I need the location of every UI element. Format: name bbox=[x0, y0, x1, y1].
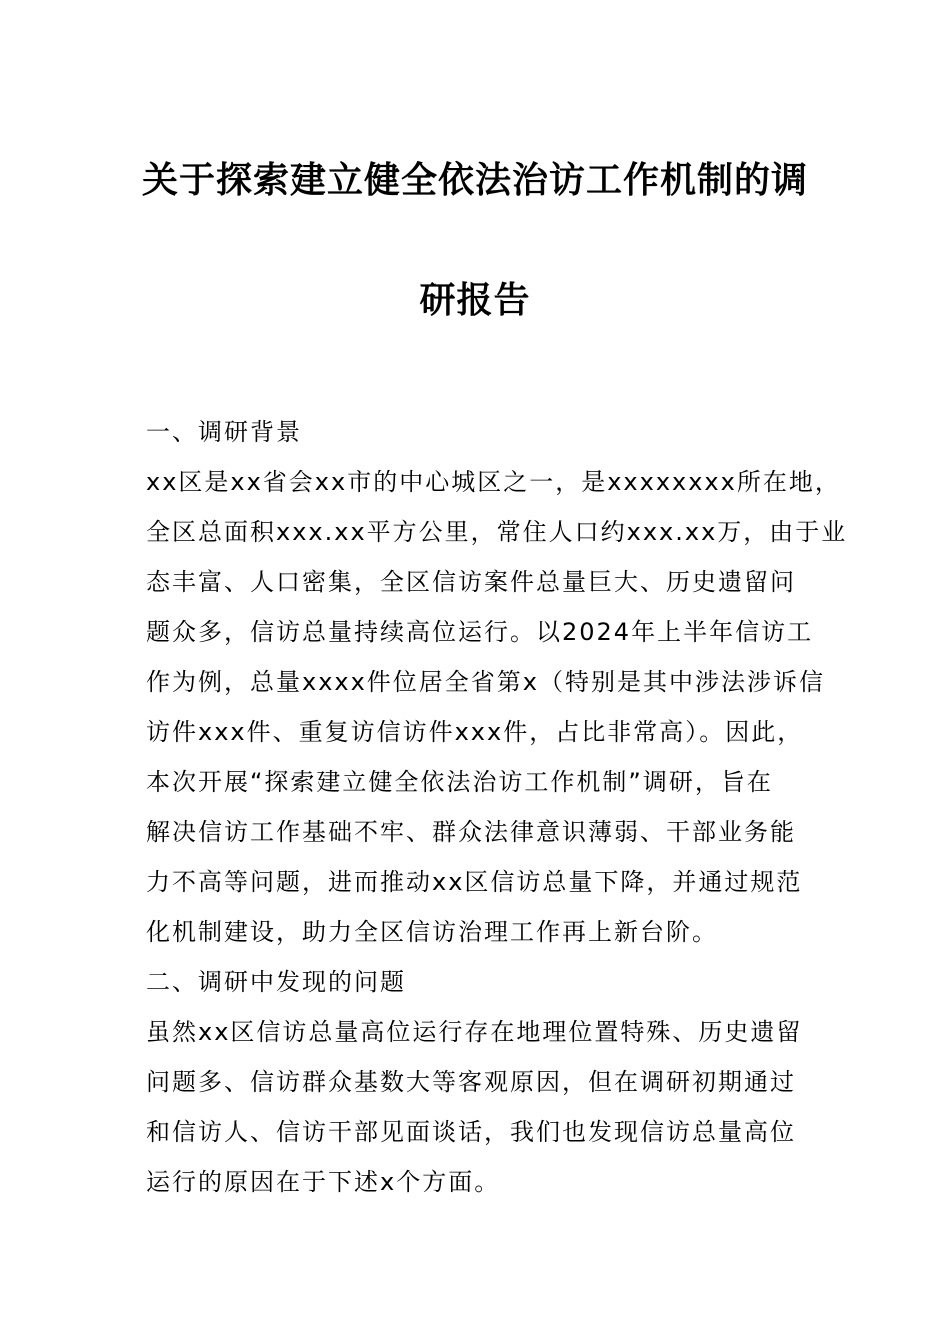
section-1-paragraph-line: xx区是xx省会xx市的中心城区之一，是xxxxxxxx所在地， bbox=[146, 468, 841, 496]
section-1-paragraph-line: 化机制建设，助力全区信访治理工作再上新台阶。 bbox=[146, 918, 718, 946]
section-2-paragraph-line: 和信访人、信访干部见面谈话，我们也发现信访总量高位 bbox=[146, 1118, 796, 1146]
section-1-paragraph-line: 作为例，总量xxxx件位居全省第x（特别是其中涉法涉诉信 bbox=[146, 668, 826, 696]
section-2-heading: 二、调研中发现的问题 bbox=[146, 968, 406, 996]
section-1-paragraph-line: 力不高等问题，进而推动xx区信访总量下降，并通过规范 bbox=[146, 868, 803, 896]
section-2-paragraph-line: 运行的原因在于下述x个方面。 bbox=[146, 1168, 501, 1196]
section-1-heading: 一、调研背景 bbox=[146, 418, 302, 446]
document-title-line-1: 关于探索建立健全依法治访工作机制的调 bbox=[141, 159, 808, 201]
document-title-line-2: 研报告 bbox=[419, 279, 531, 321]
section-1-paragraph-line: 解决信访工作基础不牢、群众法律意识薄弱、干部业务能 bbox=[146, 818, 796, 846]
section-1-paragraph-line: 访件xxx件、重复访信访件xxx件，占比非常高）。因此， bbox=[146, 718, 804, 746]
section-2-paragraph-line: 虽然xx区信访总量高位运行存在地理位置特殊、历史遗留 bbox=[146, 1018, 803, 1046]
section-1-paragraph-line: 本次开展“探索建立健全依法治访工作机制”调研，旨在 bbox=[146, 768, 773, 796]
section-1-paragraph-line: 态丰富、人口密集，全区信访案件总量巨大、历史遗留问 bbox=[146, 568, 796, 596]
document-body bbox=[146, 407, 848, 1207]
section-2-paragraph-line: 问题多、信访群众基数大等客观原因，但在调研初期通过 bbox=[146, 1068, 796, 1096]
section-1-paragraph-line: 题众多，信访总量持续高位运行。以2024年上半年信访工 bbox=[146, 618, 814, 646]
section-1-paragraph-line: 全区总面积xxx.xx平方公里，常住人口约xxx.xx万，由于业 bbox=[146, 518, 848, 546]
